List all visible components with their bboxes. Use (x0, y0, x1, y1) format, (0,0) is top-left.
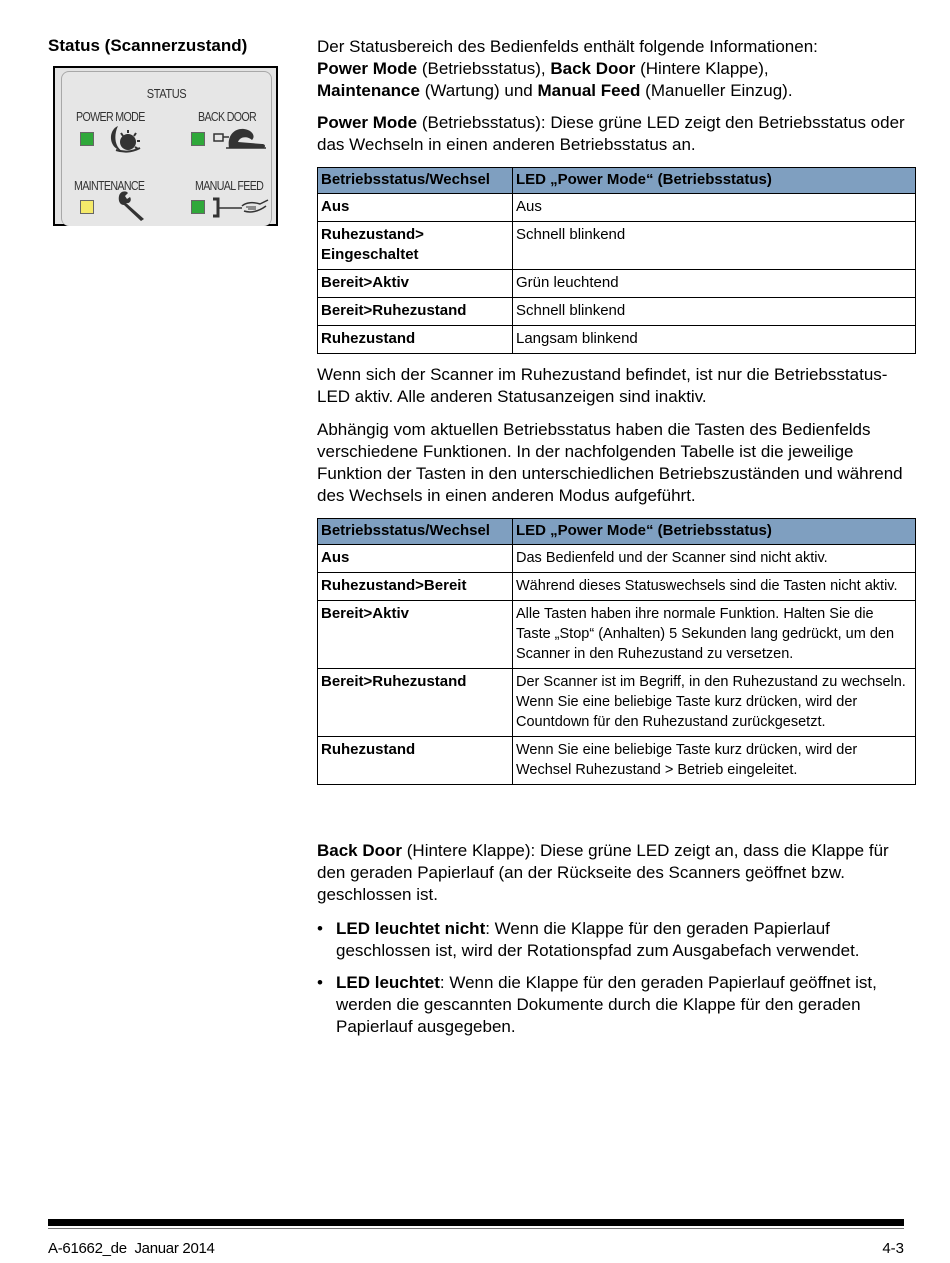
column-header: LED „Power Mode“ (Betriebsstatus) (513, 168, 916, 194)
column-header: Betriebsstatus/Wechsel (318, 519, 513, 545)
led-cell: Grün leuchtend (513, 270, 916, 298)
intro-text: (Manueller Einzug). (640, 81, 793, 100)
power-mode-label: POWER MODE (76, 109, 145, 124)
footer-rule-thick (48, 1219, 904, 1226)
back-door-label: BACK DOOR (198, 109, 257, 124)
power-mode-led (80, 132, 94, 146)
state-cell: Bereit>Ruhezustand (318, 298, 513, 326)
table-row (318, 298, 916, 326)
wrench-icon (116, 190, 150, 222)
table-row (318, 737, 916, 785)
term-power-mode: Power Mode (317, 113, 418, 132)
maintenance-led (80, 200, 94, 214)
manual-feed-hand-icon (210, 196, 272, 220)
bullet-icon: • (317, 973, 323, 992)
intro-line1: Der Statusbereich des Bedienfelds enthält folgende Informationen: (317, 37, 818, 56)
bullet-item (317, 972, 917, 1038)
led-cell: Aus (513, 194, 916, 222)
led-cell: Langsam blinkend (513, 326, 916, 354)
back-door-text: (Hintere Klappe): Diese grüne LED zeigt an, dass die Klappe für den geraden Papierlauf (an der Rückseite des Scanners geöffnet bzw. geschlossen ist. (317, 841, 889, 904)
bullet-term: LED leuchtet (336, 973, 440, 992)
function-cell: Während dieses Statuswechsels sind die Tasten nicht aktiv. (513, 573, 916, 601)
bullet-term: LED leuchtet nicht (336, 919, 486, 938)
state-cell: Bereit>Ruhezustand (318, 669, 513, 737)
table-row (318, 601, 916, 669)
intro-text: (Hintere Klappe), (635, 59, 769, 78)
status-panel-image (53, 66, 278, 226)
bullet-text: : Wenn die Klappe für den geraden Papierlauf geöffnet ist, werden die gescannten Dokumente durch die Klappe für den geraden Papierlauf ausgegeben. (336, 973, 877, 1036)
sleep-paragraph (317, 364, 917, 408)
back-door-paragraph (317, 840, 917, 906)
table-row (318, 270, 916, 298)
table-row (318, 194, 916, 222)
back-door-icon (212, 126, 268, 152)
footer-page-number: 4-3 (882, 1240, 904, 1257)
column-header: Betriebsstatus/Wechsel (318, 168, 513, 194)
power-mode-text: (Betriebsstatus): Diese grüne LED zeigt den Betriebsstatus oder das Wechseln in einen anderen Betriebsstatus an. (317, 113, 905, 154)
table-row (318, 545, 916, 573)
state-cell: Bereit>Aktiv (318, 601, 513, 669)
table-header-row (318, 519, 916, 545)
led-cell: Schnell blinkend (513, 298, 916, 326)
moon-sun-icon (106, 124, 142, 154)
function-cell: Der Scanner ist im Begriff, in den Ruhezustand zu wechseln. Wenn Sie eine beliebige Taste kurz drücken, wird der Countdown für den Ruhezustand zurückgesetzt. (513, 669, 916, 737)
bullet-icon: • (317, 919, 323, 938)
state-cell: Bereit>Aktiv (318, 270, 513, 298)
table-row (318, 326, 916, 354)
buttons-paragraph (317, 419, 917, 507)
table-header-row (318, 168, 916, 194)
status-panel-frame (61, 71, 272, 226)
maintenance-label: MAINTENANCE (74, 178, 145, 193)
term-maintenance: Maintenance (317, 81, 420, 100)
footer-rule-thin (48, 1228, 904, 1229)
term-manual-feed: Manual Feed (537, 81, 641, 100)
function-cell: Alle Tasten haben ihre normale Funktion. Halten Sie die Taste „Stop“ (Anhalten) 5 Sekunden lang gedrückt, um den Scanner in den Ruhezustand zu versetzen. (513, 601, 916, 669)
intro-text: (Betriebsstatus), (417, 59, 551, 78)
back-door-led (191, 132, 205, 146)
power-mode-led-table (317, 167, 916, 354)
intro-text: (Wartung) und (419, 81, 538, 100)
table-row (318, 222, 916, 270)
buttons-text: Abhängig vom aktuellen Betriebsstatus haben die Tasten des Bedienfelds verschiedene Funktionen. In der nachfolgenden Tabelle ist die jeweilige Funktion der Tasten in den unterschiedlichen Betriebszuständen und während des Wechsels in einen anderen Modus aufgeführt. (317, 420, 903, 505)
table-row (318, 669, 916, 737)
term-power-mode: Power Mode (317, 59, 418, 78)
state-cell: Ruhezustand (318, 326, 513, 354)
led-cell: Schnell blinkend (513, 222, 916, 270)
function-cell: Das Bedienfeld und der Scanner sind nicht aktiv. (513, 545, 916, 573)
bullet-text: : Wenn die Klappe für den geraden Papierlauf geschlossen ist, wird der Rotationspfad zum Ausgabefach verwendet. (336, 919, 860, 960)
table-row (318, 573, 916, 601)
section-heading: Status (Scannerzustand) (48, 36, 248, 55)
function-cell: Wenn Sie eine beliebige Taste kurz drücken, wird der Wechsel Ruhezustand > Betrieb eingeleitet. (513, 737, 916, 785)
state-cell: Ruhezustand>Bereit (318, 573, 513, 601)
footer-doc-id: A-61662_de Januar 2014 (48, 1240, 215, 1257)
bullet-item (317, 918, 917, 962)
status-panel-title: STATUS (146, 86, 187, 101)
sleep-text: Wenn sich der Scanner im Ruhezustand befindet, ist nur die Betriebsstatus-LED aktiv. Alle anderen Statusanzeigen sind inaktiv. (317, 365, 888, 406)
manual-feed-led (191, 200, 205, 214)
column-header: LED „Power Mode“ (Betriebsstatus) (513, 519, 916, 545)
term-back-door: Back Door (550, 59, 636, 78)
state-cell: Ruhezustand (318, 737, 513, 785)
state-cell: Ruhezustand> Eingeschaltet (318, 222, 513, 270)
button-function-table (317, 518, 916, 785)
term-back-door: Back Door (317, 841, 403, 860)
state-cell: Aus (318, 545, 513, 573)
power-mode-paragraph (317, 112, 917, 156)
state-cell: Aus (318, 194, 513, 222)
intro-paragraph (317, 36, 917, 102)
manual-feed-label: MANUAL FEED (195, 178, 264, 193)
